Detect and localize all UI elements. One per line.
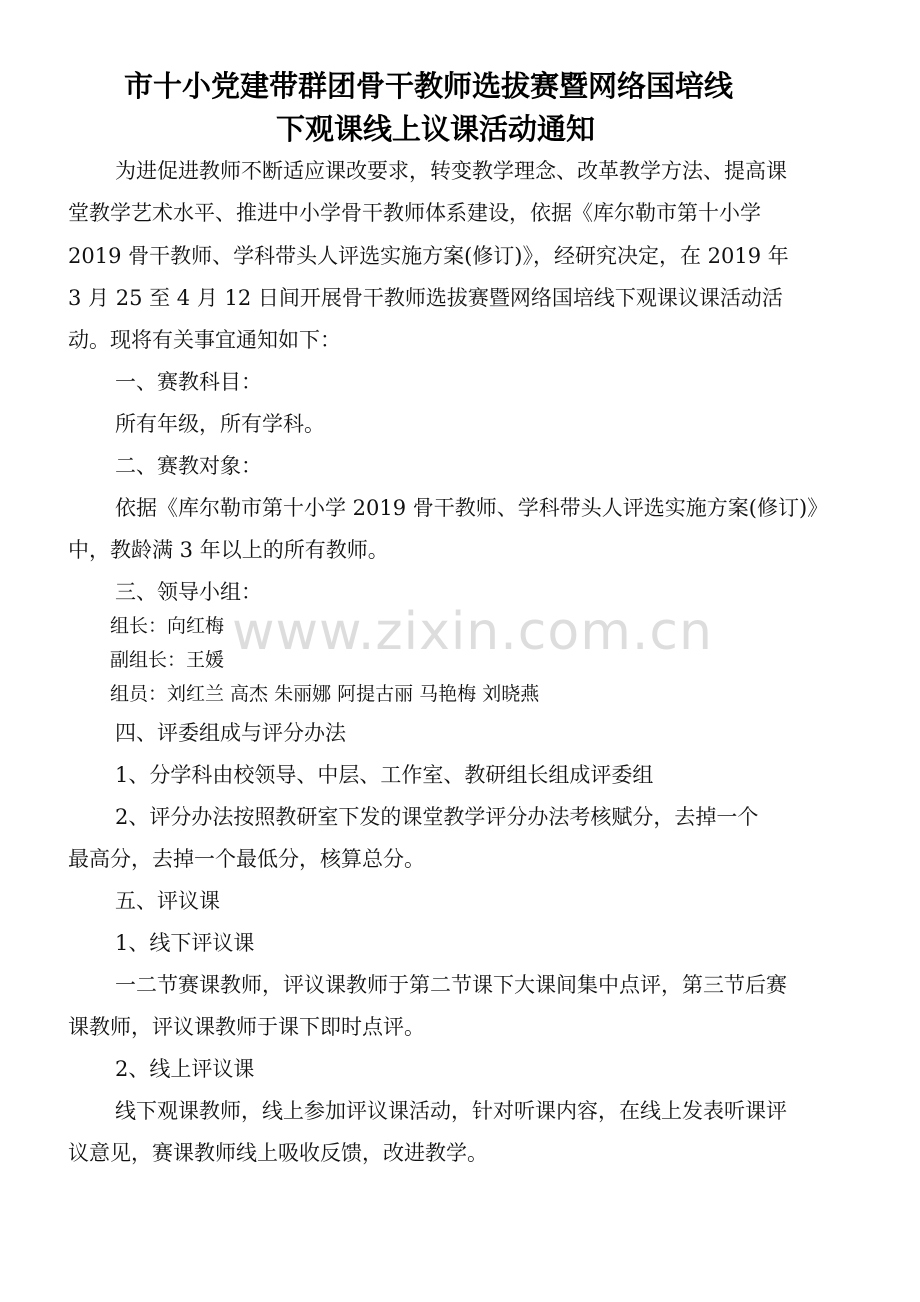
- section-5-sub-2-body-line-2: 议意见，赛课教师线上吸收反馈，改进教学。: [68, 1141, 488, 1165]
- section-5-heading: 五、评议课: [115, 889, 220, 913]
- section-2-heading: 二、赛教对象：: [115, 454, 262, 478]
- section-5-sub-1-body-line-2: 课教师，评议课教师于课下即时点评。: [68, 1015, 425, 1039]
- intro-line-5: 动。现将有关事宜通知如下：: [68, 328, 341, 352]
- intro-line-2: 堂教学艺术水平、推进中小学骨干教师体系建设，依据《库尔勒市第十小学: [68, 201, 761, 225]
- section-4-item-1: 1、分学科由校领导、中层、工作室、教研组长组成评委组: [115, 763, 654, 787]
- section-4-item-2-line-1: 2、评分办法按照教研室下发的课堂教学评分办法考核赋分，去掉一个: [115, 805, 759, 829]
- section-5-subheading-2: 2、线上评议课: [115, 1057, 255, 1081]
- leader-line: 组长：向红梅: [110, 615, 225, 637]
- document-title-line-1: 市十小党建带群团骨干教师选拔赛暨网络国培线: [124, 69, 734, 103]
- intro-line-1: 为进促进教师不断适应课改要求，转变教学理念、改革教学方法、提高课: [115, 159, 787, 183]
- section-4-heading: 四、评委组成与评分办法: [115, 721, 346, 745]
- section-5-sub-1-body-line-1: 一二节赛课教师，评议课教师于第二节课下大课间集中点评，第三节后赛: [115, 973, 787, 997]
- section-4-item-2-line-2: 最高分，去掉一个最低分，核算总分。: [68, 847, 425, 871]
- section-1-body: 所有年级，所有学科。: [115, 412, 325, 436]
- watermark: www.zixin.com.cn: [232, 602, 713, 662]
- intro-line-3: 2019 骨干教师、学科带头人评选实施方案(修订)》，经研究决定，在 2019 年: [68, 244, 789, 268]
- section-2-body-line-1: 依据《库尔勒市第十小学 2019 骨干教师、学科带头人评选实施方案(修订)》: [115, 496, 829, 520]
- section-5-subheading-1: 1、线下评议课: [115, 931, 255, 955]
- members-line: 组员：刘红兰 高杰 朱丽娜 阿提古丽 马艳梅 刘晓燕: [110, 683, 540, 705]
- deputy-leader-line: 副组长：王媛: [110, 649, 225, 671]
- section-2-body-line-2: 中，教龄满 3 年以上的所有教师。: [68, 538, 389, 562]
- section-3-heading: 三、领导小组：: [115, 580, 262, 604]
- section-1-heading: 一、赛教科目：: [115, 370, 262, 394]
- intro-line-4: 3 月 25 至 4 月 12 日间开展骨干教师选拔赛暨网络国培线下观课议课活动活: [68, 286, 783, 310]
- section-5-sub-2-body-line-1: 线下观课教师，线上参加评议课活动，针对听课内容，在线上发表听课评: [115, 1099, 787, 1123]
- document-title-line-2: 下观课线上议课活动通知: [276, 112, 596, 146]
